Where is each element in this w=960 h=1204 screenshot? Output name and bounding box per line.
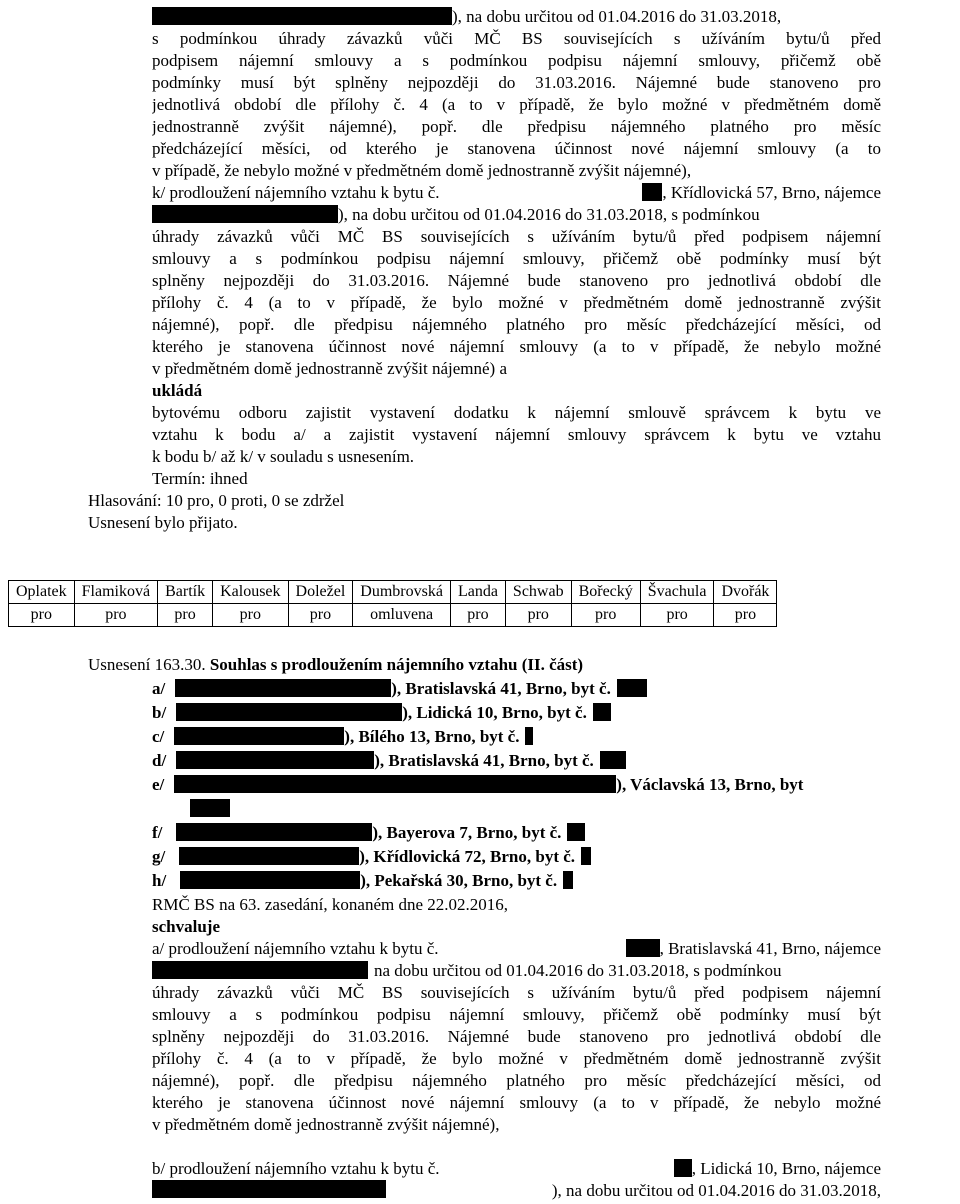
list-item: c/ ), Bílého 13, Brno, byt č. bbox=[152, 726, 533, 748]
ukladá-heading: ukládá bbox=[152, 381, 203, 400]
vote-value: omluvena bbox=[353, 604, 451, 627]
schvaluje-heading: schvaluje bbox=[152, 917, 220, 936]
vote-member-name: Landa bbox=[450, 581, 505, 604]
vote-value: pro bbox=[714, 604, 777, 627]
redaction bbox=[176, 703, 402, 721]
text-line: jednostranně zvýšit nájemné), popř. dle předpisu nájemného platného pro měsíc bbox=[152, 117, 881, 136]
redaction bbox=[674, 1159, 692, 1177]
redaction bbox=[617, 679, 647, 697]
vote-value: pro bbox=[450, 604, 505, 627]
text-line: smlouvy a s podmínkou podpisu nájemní smlouvy, přičemž obě podmínky musí být bbox=[152, 1005, 881, 1024]
redaction bbox=[174, 775, 616, 793]
vote-value: pro bbox=[213, 604, 288, 627]
vote-member-name: Bořecký bbox=[571, 581, 640, 604]
text-line: smlouvy a s podmínkou podpisu nájemní smlouvy, přičemž obě podmínky musí být bbox=[152, 249, 881, 268]
text-line: v případě, že nebylo možné v předmětném domě jednostranně zvýšit nájemné), bbox=[152, 161, 692, 180]
vote-member-name: Schwab bbox=[505, 581, 571, 604]
vote-value: pro bbox=[9, 604, 75, 627]
text-line: k bodu b/ až k/ v souladu s usnesením. bbox=[152, 447, 415, 466]
text-line: na dobu určitou od 01.04.2016 do 31.03.2018, s podmínkou bbox=[152, 960, 782, 982]
text-line: ), na dobu určitou od 01.04.2016 do 31.03.2018, s podmínkou bbox=[152, 204, 760, 226]
deadline: Termín: ihned bbox=[152, 469, 248, 488]
list-item: g/ ), Křídlovická 72, Brno, byt č. bbox=[152, 846, 591, 868]
text-line: jednotlivá období dle přílohy č. 4 (a to v případě, že bylo možné v předmětném domě bbox=[152, 95, 881, 114]
redaction bbox=[152, 205, 338, 223]
vote-member-name: Švachula bbox=[640, 581, 714, 604]
text-line: nájemné), popř. dle předpisu nájemného platného pro měsíc předcházející měsíci, od bbox=[152, 1071, 881, 1090]
vote-names-row bbox=[9, 581, 777, 604]
text-line: k/ prodloužení nájemního vztahu k bytu č. , Křídlovická 57, Brno, nájemce bbox=[152, 183, 881, 202]
redaction bbox=[525, 727, 533, 745]
redaction bbox=[176, 751, 374, 769]
vote-member-name: Flamiková bbox=[74, 581, 157, 604]
text-line: přílohy č. 4 (a to v případě, že bylo možné v předmětném domě jednostranně zvýšit bbox=[152, 1049, 881, 1068]
text-line: úhrady závazků vůči MČ BS souvisejících s užíváním bytu/ů před podpisem nájemní bbox=[152, 983, 881, 1002]
text-line: splněny nejpozději do 31.03.2016. Nájemné bude stanoveno pro jednotlivá období dle bbox=[152, 271, 881, 290]
vote-member-name: Oplatek bbox=[9, 581, 75, 604]
text-line: vztahu k bodu a/ a zajistit vystavení nájemní smlouvy správcem k bytu ve vztahu bbox=[152, 425, 881, 444]
text-line: podmínky musí být splněny nejpozději do 31.03.2016. Nájemné bude stanoveno pro bbox=[152, 73, 881, 92]
redaction bbox=[176, 823, 372, 841]
redaction bbox=[152, 961, 368, 979]
redaction bbox=[581, 847, 591, 865]
list-item: h/ ), Pekařská 30, Brno, byt č. bbox=[152, 870, 573, 892]
resolution-heading: Usnesení 163.30. Souhlas s prodloužením nájemního vztahu (II. část) bbox=[88, 655, 584, 674]
list-item: f/ ), Bayerova 7, Brno, byt č. bbox=[152, 822, 585, 844]
text-line: a/ prodloužení nájemního vztahu k bytu č. , Bratislavská 41, Brno, nájemce bbox=[152, 939, 881, 958]
text-line: b/ prodloužení nájemního vztahu k bytu č. , Lidická 10, Brno, nájemce bbox=[152, 1159, 881, 1178]
text-line: s podmínkou úhrady závazků vůči MČ BS souvisejících s užíváním bytu/ů před bbox=[152, 29, 881, 48]
redaction bbox=[567, 823, 585, 841]
vote-value: pro bbox=[288, 604, 353, 627]
resolution-status: Usnesení bylo přijato. bbox=[88, 513, 238, 532]
redaction bbox=[175, 679, 391, 697]
text-line: kterého je stanovena účinnost nové nájemní smlouvy (a to v případě, že nebylo možné bbox=[152, 1093, 881, 1112]
vote-value: pro bbox=[571, 604, 640, 627]
text-line: kterého je stanovena účinnost nové nájemní smlouvy (a to v případě, že nebylo možné bbox=[152, 337, 881, 356]
vote-value: pro bbox=[158, 604, 213, 627]
vote-member-name: Doležel bbox=[288, 581, 353, 604]
list-item: e/ ), Václavská 13, Brno, byt bbox=[152, 775, 804, 794]
text-line: ), na dobu určitou od 01.04.2016 do 31.03.2018, bbox=[152, 1180, 881, 1202]
text-line: nájemné), popř. dle předpisu nájemného platného pro měsíc předcházející měsíci, od bbox=[152, 315, 881, 334]
redaction bbox=[179, 847, 359, 865]
vote-table bbox=[8, 580, 777, 627]
vote-member-name: Kalousek bbox=[213, 581, 288, 604]
vote-values-row bbox=[9, 604, 777, 627]
text-line: splněny nejpozději do 31.03.2016. Nájemné bude stanoveno pro jednotlivá období dle bbox=[152, 1027, 881, 1046]
redaction bbox=[600, 751, 626, 769]
redaction bbox=[190, 799, 230, 817]
list-item: d/ ), Bratislavská 41, Brno, byt č. bbox=[152, 750, 626, 772]
redaction bbox=[180, 871, 360, 889]
vote-member-name: Dvořák bbox=[714, 581, 777, 604]
text-line: bytovému odboru zajistit vystavení dodatku k nájemní smlouvě správcem k bytu ve bbox=[152, 403, 881, 422]
text-line: úhrady závazků vůči MČ BS souvisejících s užíváním bytu/ů před podpisem nájemní bbox=[152, 227, 881, 246]
list-item: a/ ), Bratislavská 41, Brno, byt č. bbox=[152, 678, 647, 700]
redaction bbox=[626, 939, 660, 957]
redaction bbox=[563, 871, 573, 889]
voting-summary: Hlasování: 10 pro, 0 proti, 0 se zdržel bbox=[88, 491, 345, 510]
vote-value: pro bbox=[74, 604, 157, 627]
text-line: přílohy č. 4 (a to v případě, že bylo možné v předmětném domě jednostranně zvýšit bbox=[152, 293, 881, 312]
text-line: podpisem nájemní smlouvy a s podmínkou podpisu nájemní smlouvy, přičemž obě bbox=[152, 51, 881, 70]
text-line: v předmětném domě jednostranně zvýšit nájemné), bbox=[152, 1115, 500, 1134]
vote-value: pro bbox=[640, 604, 714, 627]
redaction bbox=[174, 727, 344, 745]
redaction bbox=[152, 7, 452, 25]
text-line: RMČ BS na 63. zasedání, konaném dne 22.02.2016, bbox=[152, 895, 509, 914]
text-line: předcházející měsíci, od kterého je stanovena účinnost nové nájemní smlouvy (a to bbox=[152, 139, 881, 158]
redaction bbox=[593, 703, 611, 721]
vote-member-name: Dumbrovská bbox=[353, 581, 451, 604]
vote-value: pro bbox=[505, 604, 571, 627]
redaction bbox=[642, 183, 662, 201]
vote-member-name: Bartík bbox=[158, 581, 213, 604]
text-line: ), na dobu určitou od 01.04.2016 do 31.03.2018, bbox=[152, 6, 781, 28]
list-item: b/ ), Lidická 10, Brno, byt č. bbox=[152, 702, 611, 724]
redaction bbox=[152, 1180, 386, 1198]
text-line: v předmětném domě jednostranně zvýšit nájemné) a bbox=[152, 359, 507, 378]
